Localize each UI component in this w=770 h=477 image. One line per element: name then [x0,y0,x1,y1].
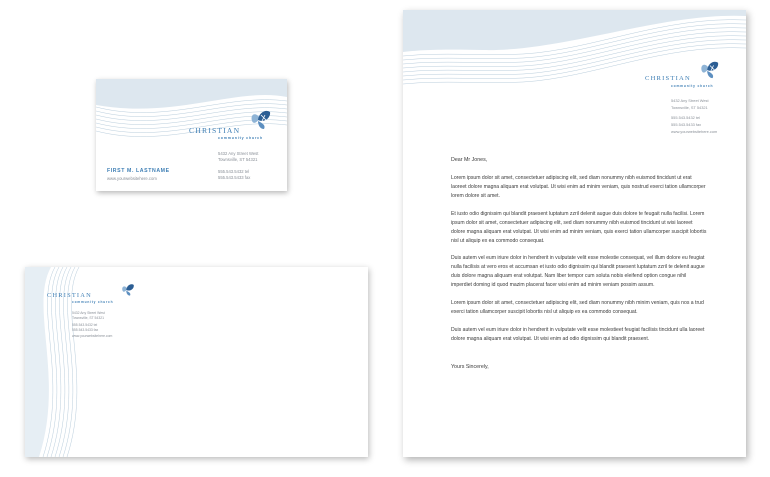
letter-paragraph-3: Duis autem vel eum iriure dolor in hendrerit in vulputate velit esse molestie consequat, vel illum dolore eu feugiat nulla facilisis at vero eros et accumsan et iusto odio dignissim qui blandit praesent luptatum zzril te delenit augue duis dolore magna aliquam erat volutpat. Nam liber tempor cum soluta nobis eleifend option congue nihil imperdiet doming id quod mazim placerat facer wisi enim ad minim veniam possim assum. [451,255,705,288]
letterhead-address-line-2: Townsville, ST 54321 [671,105,708,110]
card-address-line-1: 5432 Any Street West [218,151,259,156]
envelope-phone: 555.543.5432 tel [72,323,98,327]
letterhead [403,10,746,457]
letterhead-website: www.yourwebsitehere.com [671,129,718,134]
card-website: www.yourwebsitehere.com [107,176,157,181]
envelope-address-line-2: Townsville, ST 54321 [72,316,104,320]
butterfly-cross-logo-icon [248,109,272,131]
letterhead-brand-tagline: community church [671,84,714,88]
card-fax: 555.543.5433 fax [218,175,251,180]
letterhead-logo-icon [698,60,720,80]
card-person-name: FIRST M. LASTNAME [107,168,170,174]
letterhead-wave-art [403,10,746,130]
envelope-fax: 555.543.5433 fax [72,328,99,332]
card-wave-art [96,79,287,191]
card-phone: 555.543.5432 tel [218,169,250,174]
letter-closing: Yours Sincerely, [451,364,489,370]
envelope-brand-tagline: community church [72,300,114,304]
letter-salutation: Dear Mr Jones, [451,157,488,163]
card-brand-tagline: community church [218,136,263,140]
letter-paragraph-1: Lorem ipsum dolor sit amet, consectetuer adipiscing elit, sed diam nonummy nibh euismod tincidunt ut erat laoreet dolore magna aliquam erat volutpat. Ut wisi enim ad minim veniam, quis nostrud exerci tation ullamcorper lorem dolore sit amet. [451,175,706,199]
letterhead-address-line-1: 5432 Any Street West [671,98,709,103]
envelope-website: www.yourwebsitehere.com [72,334,113,338]
card-brand-name: CHRISTIAN [189,126,241,135]
envelope-address-line-1: 5432 Any Street West [72,311,105,315]
letter-paragraph-5: Duis autem vel eum iriure dolor in hendrerit in vulputate velit esse molestieet feugiat facilisis tincidunt ulla laoreet dolore magna aliquam erat volutpat. Ut wisi enim ad odio dignissim qui blandit praesent. [451,327,705,342]
letterhead-phone: 555.543.5432 tel [671,115,700,120]
envelope-brand-name: CHRISTIAN [47,292,92,299]
business-card [96,79,287,191]
letterhead-fax: 555.543.5433 fax [671,122,702,127]
envelope [25,267,368,457]
envelope-logo-icon [120,283,135,297]
letter-paragraph-4: Lorem ipsum dolor sit amet, consectetuer adipiscing elit, sed diam nonummy nibh minim veniam, quis nos a trud exerci tation ullamcorper suscipit lobortis nisl ut aliquip ex ea commodo consequat. [451,300,704,315]
card-address-line-2: Townsville, ST 54321 [218,157,258,162]
letter-paragraph-2: Et iusto odio dignissim qui blandit praesent luptatum zzril delenit augue duis dolore te feugait nulla facilisi. Lorem ipsum dolor sit amet, consectetuer adipiscing elit, sed diam nonummy nibh euismod tincidunt ut wisi laoreet dolore magna aliquam erat volutpat. Ut wisi enim ad minim veniam, quis exerci tation ullamcorper suscipit lobortis nisl ut aliquip ex ea commodo consequat. [451,211,707,244]
letterhead-brand-name: CHRISTIAN [645,75,691,82]
